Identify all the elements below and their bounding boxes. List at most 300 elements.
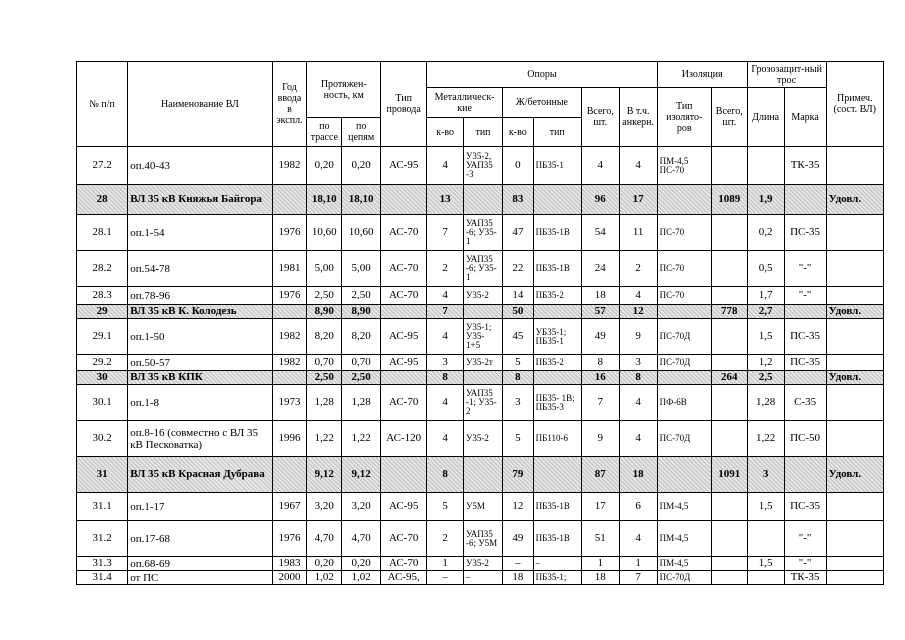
row-note: Удовл. — [826, 457, 883, 493]
row-gw-length — [747, 521, 784, 557]
row-metal-count: 1 — [427, 557, 464, 571]
row-gw-length: 0,2 — [747, 215, 784, 251]
row-insulator-type — [657, 457, 711, 493]
row-insulator-total — [711, 421, 747, 457]
row-metal-count: 2 — [427, 521, 464, 557]
row-concrete-type: УБ35-1; ПБ35-1 — [533, 319, 581, 355]
row-note: Удовл. — [826, 185, 883, 215]
power-lines-table — [76, 61, 884, 585]
row-name: оп.1-8 — [128, 385, 272, 421]
row-total-supports: 9 — [581, 421, 619, 457]
row-name: оп.40-43 — [128, 147, 272, 185]
row-length-circuits: 18,10 — [342, 185, 381, 215]
row-concrete-count: – — [502, 557, 533, 571]
row-length-route: 1,02 — [307, 571, 342, 585]
header-insulator-type: Тип изолято-ров — [657, 88, 711, 147]
row-note — [826, 215, 883, 251]
row-metal-count: 8 — [427, 371, 464, 385]
row-num: 29 — [77, 305, 128, 319]
row-concrete-type: ПБ35-2 — [533, 355, 581, 371]
row-note — [826, 319, 883, 355]
table-row — [77, 385, 884, 421]
row-gw-length: 2,7 — [747, 305, 784, 319]
header-conc-count: к-во — [502, 118, 533, 147]
row-length-circuits: 1,22 — [342, 421, 381, 457]
row-total-supports: 51 — [581, 521, 619, 557]
row-length-circuits: 3,20 — [342, 493, 381, 521]
row-concrete-count: 50 — [502, 305, 533, 319]
row-insulator-total: 1091 — [711, 457, 747, 493]
row-insulator-total — [711, 319, 747, 355]
row-anchor-supports: 4 — [619, 385, 657, 421]
row-insulator-type: ПМ-4,5 ПС-70 — [657, 147, 711, 185]
row-name: оп.54-78 — [128, 251, 272, 287]
row-insulator-total: 778 — [711, 305, 747, 319]
row-gw-brand — [784, 305, 826, 319]
row-metal-count: 7 — [427, 305, 464, 319]
section-row — [77, 457, 884, 493]
row-note — [826, 287, 883, 305]
section-row — [77, 185, 884, 215]
row-note — [826, 493, 883, 521]
row-insulator-total: 264 — [711, 371, 747, 385]
row-insulator-type: ПС-70Д — [657, 319, 711, 355]
row-wire-type: АС-95 — [381, 355, 427, 371]
row-concrete-type: ПБ35- 1В; ПБ35-3 — [533, 385, 581, 421]
row-insulator-total — [711, 287, 747, 305]
row-insulator-type: ПС-70Д — [657, 421, 711, 457]
row-metal-count: – — [427, 571, 464, 585]
row-total-supports: 24 — [581, 251, 619, 287]
row-metal-type: У35-2т — [464, 355, 503, 371]
row-name: оп.78-96 — [128, 287, 272, 305]
header-wire: Тип провода — [381, 62, 427, 147]
row-metal-count: 4 — [427, 319, 464, 355]
row-insulator-type: ПС-70Д — [657, 355, 711, 371]
row-total-supports: 18 — [581, 287, 619, 305]
row-concrete-count: 8 — [502, 371, 533, 385]
row-gw-brand: ПС-50 — [784, 421, 826, 457]
section-row — [77, 371, 884, 385]
row-note — [826, 557, 883, 571]
row-year: 1982 — [272, 319, 307, 355]
row-gw-length: 3 — [747, 457, 784, 493]
row-wire-type: АС-120 — [381, 421, 427, 457]
row-insulator-total — [711, 355, 747, 371]
row-gw-length: 2,5 — [747, 371, 784, 385]
row-insulator-type: ПМ-4,5 — [657, 557, 711, 571]
row-length-route: 9,12 — [307, 457, 342, 493]
row-insulator-type: ПФ-6В — [657, 385, 711, 421]
header-metal: Металлическ-кие — [427, 88, 503, 118]
row-concrete-count: 5 — [502, 421, 533, 457]
row-metal-type: УАП35 -6; У35-1 — [464, 251, 503, 287]
row-gw-brand: "-" — [784, 287, 826, 305]
row-anchor-supports: 2 — [619, 251, 657, 287]
table-row — [77, 147, 884, 185]
header-total-pcs: Всего, шт. — [581, 88, 619, 147]
row-year: 1983 — [272, 557, 307, 571]
row-length-circuits: 4,70 — [342, 521, 381, 557]
row-metal-count: 13 — [427, 185, 464, 215]
row-gw-length: 1,28 — [747, 385, 784, 421]
row-insulator-type — [657, 305, 711, 319]
row-concrete-count: 79 — [502, 457, 533, 493]
row-name: от ПС — [128, 571, 272, 585]
row-concrete-count: 14 — [502, 287, 533, 305]
row-metal-type — [464, 457, 503, 493]
row-length-route: 4,70 — [307, 521, 342, 557]
row-concrete-type: ПБ110-6 — [533, 421, 581, 457]
table-row — [77, 521, 884, 557]
table-row — [77, 319, 884, 355]
row-name: оп.50-57 — [128, 355, 272, 371]
row-year — [272, 185, 307, 215]
row-anchor-supports: 4 — [619, 147, 657, 185]
row-total-supports: 7 — [581, 385, 619, 421]
row-length-route: 3,20 — [307, 493, 342, 521]
row-concrete-count: 12 — [502, 493, 533, 521]
row-concrete-type: ПБ35-1 — [533, 147, 581, 185]
row-total-supports: 54 — [581, 215, 619, 251]
table-row — [77, 215, 884, 251]
row-gw-brand: "-" — [784, 521, 826, 557]
row-total-supports: 1 — [581, 557, 619, 571]
row-insulator-type: ПМ-4,5 — [657, 493, 711, 521]
row-length-circuits: 2,50 — [342, 287, 381, 305]
row-insulator-type: ПМ-4,5 — [657, 521, 711, 557]
row-anchor-supports: 12 — [619, 305, 657, 319]
row-total-supports: 8 — [581, 355, 619, 371]
row-concrete-type: ПБ35-1В — [533, 493, 581, 521]
row-insulator-total — [711, 147, 747, 185]
row-metal-count: 7 — [427, 215, 464, 251]
row-gw-length: 1,5 — [747, 319, 784, 355]
row-concrete-type — [533, 185, 581, 215]
row-gw-brand: ПС-35 — [784, 215, 826, 251]
row-gw-brand: ТК-35 — [784, 571, 826, 585]
row-gw-brand: "-" — [784, 251, 826, 287]
row-insulator-type — [657, 185, 711, 215]
row-gw-brand: ПС-35 — [784, 493, 826, 521]
row-gw-length — [747, 571, 784, 585]
row-note: Удовл. — [826, 305, 883, 319]
row-length-route: 2,50 — [307, 371, 342, 385]
row-gw-length: 1,5 — [747, 557, 784, 571]
row-wire-type: АС-70 — [381, 557, 427, 571]
row-gw-length: 0,5 — [747, 251, 784, 287]
row-insulator-type: ПС-70 — [657, 287, 711, 305]
row-wire-type: АС-95 — [381, 147, 427, 185]
row-anchor-supports: 3 — [619, 355, 657, 371]
row-insulator-total — [711, 215, 747, 251]
table-header — [77, 62, 884, 147]
table-row — [77, 421, 884, 457]
header-metal-type: тип — [464, 118, 503, 147]
row-note — [826, 251, 883, 287]
row-gw-length: 1,9 — [747, 185, 784, 215]
row-year: 1996 — [272, 421, 307, 457]
row-length-circuits: 2,50 — [342, 371, 381, 385]
row-gw-length: 1,2 — [747, 355, 784, 371]
row-gw-length: 1,5 — [747, 493, 784, 521]
row-length-route: 2,50 — [307, 287, 342, 305]
row-gw-length: 1,7 — [747, 287, 784, 305]
row-name: оп.1-50 — [128, 319, 272, 355]
row-anchor-supports: 4 — [619, 521, 657, 557]
row-metal-type: УАП35 -6; У5М — [464, 521, 503, 557]
row-metal-type: У35-2 — [464, 421, 503, 457]
row-metal-count: 8 — [427, 457, 464, 493]
row-concrete-count: 47 — [502, 215, 533, 251]
row-name: оп.1-17 — [128, 493, 272, 521]
row-length-route: 10,60 — [307, 215, 342, 251]
row-metal-type: УАП35 -1; У35-2 — [464, 385, 503, 421]
row-insulator-total — [711, 557, 747, 571]
row-year: 1967 — [272, 493, 307, 521]
header-note: Примеч. (сост. ВЛ) — [826, 62, 883, 147]
header-ground-wire: Грозозащит-ный трос — [747, 62, 826, 88]
row-concrete-type — [533, 371, 581, 385]
row-note — [826, 571, 883, 585]
row-metal-type: – — [464, 571, 503, 585]
row-name: ВЛ 35 кВ Княжья Байгора — [128, 185, 272, 215]
row-insulator-total: 1089 — [711, 185, 747, 215]
row-year — [272, 305, 307, 319]
row-length-circuits: 8,90 — [342, 305, 381, 319]
row-length-circuits: 1,02 — [342, 571, 381, 585]
row-insulator-total — [711, 251, 747, 287]
row-note — [826, 355, 883, 371]
row-wire-type: АС-95 — [381, 493, 427, 521]
row-anchor-supports: 6 — [619, 493, 657, 521]
row-metal-type — [464, 371, 503, 385]
row-num: 31.1 — [77, 493, 128, 521]
header-metal-count: к-во — [427, 118, 464, 147]
row-gw-brand — [784, 185, 826, 215]
row-total-supports: 17 — [581, 493, 619, 521]
header-ins-total: Всего, шт. — [711, 88, 747, 147]
row-concrete-count: 0 — [502, 147, 533, 185]
row-year: 1976 — [272, 215, 307, 251]
header-gw-length: Длина — [747, 88, 784, 147]
row-total-supports: 18 — [581, 571, 619, 585]
row-concrete-type — [533, 305, 581, 319]
row-metal-type: У35-2 — [464, 287, 503, 305]
header-supports: Опоры — [427, 62, 657, 88]
row-year: 1981 — [272, 251, 307, 287]
row-wire-type — [381, 457, 427, 493]
row-num: 29.2 — [77, 355, 128, 371]
row-total-supports: 96 — [581, 185, 619, 215]
row-concrete-type: – — [533, 557, 581, 571]
row-anchor-supports: 11 — [619, 215, 657, 251]
row-year: 1982 — [272, 355, 307, 371]
row-gw-brand: ПС-35 — [784, 319, 826, 355]
row-year: 1982 — [272, 147, 307, 185]
row-gw-brand: ПС-35 — [784, 355, 826, 371]
row-length-circuits: 1,28 — [342, 385, 381, 421]
row-total-supports: 4 — [581, 147, 619, 185]
row-concrete-count: 45 — [502, 319, 533, 355]
table-row — [77, 355, 884, 371]
row-concrete-type — [533, 457, 581, 493]
row-total-supports: 87 — [581, 457, 619, 493]
row-insulator-type: ПС-70 — [657, 251, 711, 287]
row-insulator-total — [711, 385, 747, 421]
row-length-route: 8,20 — [307, 319, 342, 355]
row-length-route: 1,22 — [307, 421, 342, 457]
row-num: 30.1 — [77, 385, 128, 421]
row-num: 29.1 — [77, 319, 128, 355]
row-metal-count: 3 — [427, 355, 464, 371]
row-metal-count: 2 — [427, 251, 464, 287]
table-body — [77, 147, 884, 585]
row-gw-brand — [784, 371, 826, 385]
row-total-supports: 49 — [581, 319, 619, 355]
header-incl-anchor: В т.ч. анкерн. — [619, 88, 657, 147]
row-concrete-type: ПБ35-1В — [533, 215, 581, 251]
row-metal-type — [464, 305, 503, 319]
row-year — [272, 371, 307, 385]
row-insulator-type — [657, 371, 711, 385]
row-metal-type — [464, 185, 503, 215]
row-metal-count: 4 — [427, 287, 464, 305]
row-num: 28 — [77, 185, 128, 215]
row-wire-type: АС-70 — [381, 251, 427, 287]
table-row — [77, 557, 884, 571]
header-gw-brand: Марка — [784, 88, 826, 147]
row-name: ВЛ 35 кВ К. Колодезь — [128, 305, 272, 319]
header-concrete: Ж/бетонные — [502, 88, 581, 118]
row-metal-count: 4 — [427, 147, 464, 185]
row-concrete-type: ПБ35-2 — [533, 287, 581, 305]
row-metal-type: У5М — [464, 493, 503, 521]
row-insulator-type: ПС-70 — [657, 215, 711, 251]
row-metal-count: 4 — [427, 385, 464, 421]
table-row — [77, 571, 884, 585]
row-name: оп.8-16 (совместно с ВЛ 35 кВ Песковатка) — [128, 421, 272, 457]
row-length-route: 1,28 — [307, 385, 342, 421]
row-note — [826, 521, 883, 557]
row-wire-type: АС-70 — [381, 521, 427, 557]
row-concrete-count: 22 — [502, 251, 533, 287]
row-total-supports: 16 — [581, 371, 619, 385]
row-wire-type — [381, 305, 427, 319]
row-note — [826, 147, 883, 185]
row-num: 31.2 — [77, 521, 128, 557]
row-name: оп.1-54 — [128, 215, 272, 251]
row-num: 31.4 — [77, 571, 128, 585]
row-num: 30 — [77, 371, 128, 385]
row-concrete-count: 83 — [502, 185, 533, 215]
row-year — [272, 457, 307, 493]
row-num: 28.2 — [77, 251, 128, 287]
row-length-route: 8,90 — [307, 305, 342, 319]
row-metal-type: У35-1; У35- 1+5 — [464, 319, 503, 355]
header-conc-type: тип — [533, 118, 581, 147]
row-insulator-total — [711, 493, 747, 521]
row-length-circuits: 9,12 — [342, 457, 381, 493]
row-wire-type: АС-70 — [381, 287, 427, 305]
row-num: 31.3 — [77, 557, 128, 571]
row-num: 30.2 — [77, 421, 128, 457]
row-anchor-supports: 7 — [619, 571, 657, 585]
row-wire-type — [381, 371, 427, 385]
row-gw-brand: ТК-35 — [784, 147, 826, 185]
row-note — [826, 421, 883, 457]
row-metal-type: У35-2 — [464, 557, 503, 571]
row-length-route: 0,20 — [307, 147, 342, 185]
row-metal-count: 4 — [427, 421, 464, 457]
row-gw-brand: "-" — [784, 557, 826, 571]
row-anchor-supports: 8 — [619, 371, 657, 385]
row-insulator-total — [711, 521, 747, 557]
row-concrete-count: 5 — [502, 355, 533, 371]
row-concrete-count: 18 — [502, 571, 533, 585]
row-num: 28.3 — [77, 287, 128, 305]
row-anchor-supports: 17 — [619, 185, 657, 215]
table-row — [77, 493, 884, 521]
row-name: ВЛ 35 кВ Красная Дубрава — [128, 457, 272, 493]
row-gw-length: 1,22 — [747, 421, 784, 457]
row-concrete-type: ПБ35-1; — [533, 571, 581, 585]
row-total-supports: 57 — [581, 305, 619, 319]
row-insulator-type: ПС-70Д — [657, 571, 711, 585]
row-metal-type: УАП35 -6; У35-1 — [464, 215, 503, 251]
row-length-circuits: 5,00 — [342, 251, 381, 287]
row-length-route: 0,20 — [307, 557, 342, 571]
table-row — [77, 251, 884, 287]
row-length-circuits: 0,70 — [342, 355, 381, 371]
row-wire-type: АС-70 — [381, 385, 427, 421]
section-row — [77, 305, 884, 319]
row-anchor-supports: 4 — [619, 287, 657, 305]
header-length: Протяжен-ность, км — [307, 62, 381, 118]
row-num: 28.1 — [77, 215, 128, 251]
row-concrete-type: ПБ35-1В — [533, 251, 581, 287]
row-wire-type: АС-95 — [381, 319, 427, 355]
row-wire-type: АС-70 — [381, 215, 427, 251]
row-anchor-supports: 9 — [619, 319, 657, 355]
header-by-circuits: по цепям — [342, 118, 381, 147]
header-year: Год ввода в экспл. — [272, 62, 307, 147]
row-year: 1973 — [272, 385, 307, 421]
row-metal-count: 5 — [427, 493, 464, 521]
row-concrete-count: 49 — [502, 521, 533, 557]
row-gw-brand — [784, 457, 826, 493]
row-num: 27.2 — [77, 147, 128, 185]
row-name: ВЛ 35 кВ КПК — [128, 371, 272, 385]
row-insulator-total — [711, 571, 747, 585]
row-length-route: 0,70 — [307, 355, 342, 371]
row-anchor-supports: 1 — [619, 557, 657, 571]
row-length-circuits: 10,60 — [342, 215, 381, 251]
row-length-route: 5,00 — [307, 251, 342, 287]
row-length-route: 18,10 — [307, 185, 342, 215]
row-year: 1976 — [272, 287, 307, 305]
row-note — [826, 385, 883, 421]
row-anchor-supports: 18 — [619, 457, 657, 493]
row-name: оп.68-69 — [128, 557, 272, 571]
header-num: № п/п — [77, 62, 128, 147]
row-gw-length — [747, 147, 784, 185]
row-length-circuits: 0,20 — [342, 557, 381, 571]
row-note: Удовл. — [826, 371, 883, 385]
row-metal-type: У35-2, УАП35 -3 — [464, 147, 503, 185]
row-year: 2000 — [272, 571, 307, 585]
row-length-circuits: 8,20 — [342, 319, 381, 355]
